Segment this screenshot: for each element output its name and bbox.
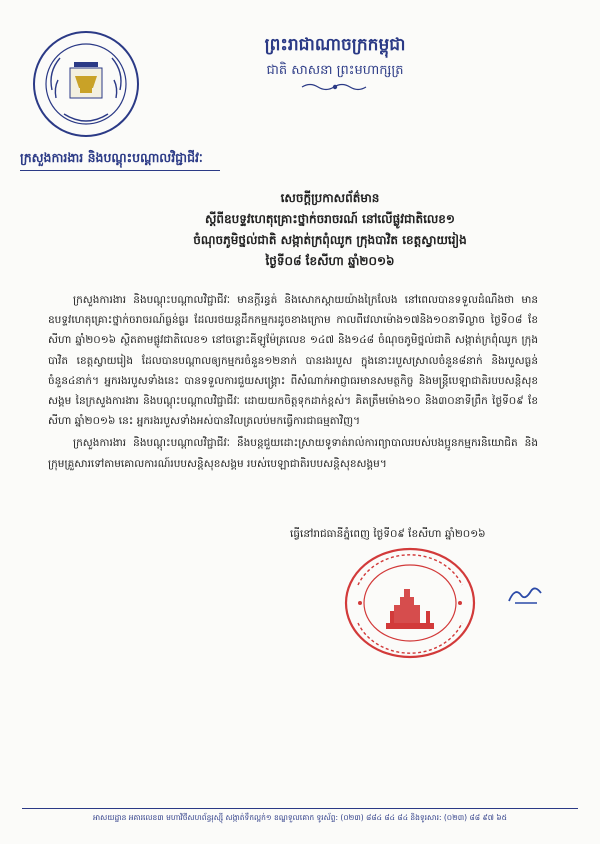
title-line-1: សេចក្តីប្រកាសព័ត៌មាន <box>280 191 380 205</box>
announcement-body <box>48 290 538 476</box>
official-seal <box>340 545 480 661</box>
body-paragraph-2: ក្រសួងការងារ និងបណ្តុះបណ្តាលវិជ្ជាជីវៈ នឹងបន្តជួយដោះស្រាយទូទាត់រាល់ការព្យាបាលរបស់បងប្អូនកម្មករនិយោជិត និងក្រុមគ្រួសារទៅតាមគោលការណ៍របបសន្តិសុខសង្គម របស់បេឡាជាតិរបបសន្តិសុខសង្គម។ <box>48 437 538 470</box>
ministry-name: ក្រសួងការងារ និងបណ្តុះបណ្តាលវិជ្ជាជីវៈ <box>20 150 203 165</box>
footer-address: អាសយដ្ឋាន អគារលេខ៣ មហាវិថីសហព័ន្ធរុស្ស៊ី សង្កាត់ទឹកល្អក់១ ខណ្ឌទួលគោក ទូរស័ព្ទ: (០២៣) ៨៨៤ ៨៤ ៨៤ និងទូរសារ: (០២៣) ៨៨ ៩៧ ៦៥ <box>93 813 507 822</box>
footer-divider <box>22 808 578 809</box>
kingdom-title: ព្រះរាជាណាចក្រកម្ពុជា <box>264 35 406 55</box>
title-line-4: ថ្ងៃទី០៨ ខែសីហា ឆ្នាំ២០១៦ <box>265 254 395 268</box>
body-paragraph-1: ក្រសួងការងារ និងបណ្តុះបណ្តាលវិជ្ជាជីវៈ មានក្តីរន្ធត់ និងសោកស្តាយយ៉ាងក្រៃលែង នៅពេលបានទទួលដំណឹងថា មានឧបទ្ទវហេតុគ្រោះថ្នាក់ចរាចរណ៍ធ្ងន់ធ្ងរ ដែលរថយន្តដឹកកម្មករដូចខាងក្រោម កាលពីវេលាម៉ោង១៧និង១០នាទីល្ងាច ថ្ងៃទី០៨ ខែសីហា ឆ្នាំ២០១៦ ស្ថិតតាមផ្លូវជាតិលេខ១ នៅចន្លោះគីឡូម៉ែត្រលេខ ១៤៧ និង១៤៨ ចំណុចភូមិថ្នល់ជាតិ សង្កាត់ក្រពុំឈូក ក្រុងបាវិត ខេត្តស្វាយរៀង ដែលបានបណ្តាលឲ្យកម្មករចំនួន១២នាក់ បានរងរបួស ក្នុងនោះរបួសស្រាលចំនួន៨នាក់ និងរបួសធ្ងន់ចំនួន៤នាក់។ អ្នករងរបួសទាំងនេះ បានទទួលការជួយសង្គ្រោះ ពីសំណាក់អាជ្ញាធរមានសមត្ថកិច្ច និងមន្ត្រីបេឡាជាតិរបបសន្តិសុខសង្គម នៃក្រសួងការងារ និងបណ្តុះបណ្តាលវិជ្ជាជីវៈ ដោយយកចិត្តទុកដាក់ខ្ពស់។ គិតត្រឹមម៉ោង១០ និង៣០នាទីព្រឹក ថ្ងៃទី០៩ ខែសីហា ឆ្នាំ២០១៦ នេះ អ្នករងរបួសទាំងអស់បានវិលត្រលប់មកធ្វើការជាធម្មតាវិញ។ <box>48 294 538 428</box>
signature <box>505 583 545 607</box>
title-line-2: ស្តីពីឧបទ្ទវហេតុគ្រោះថ្នាក់ចរាចរណ៍ នៅលើផ្លូវជាតិលេខ១ <box>204 212 456 226</box>
ornament-divider <box>300 82 370 92</box>
national-motto: ជាតិ សាសនា ព្រះមហាក្សត្រ <box>266 63 404 78</box>
dateline: ធ្វើនៅរាជធានីភ្នំពេញ ថ្ងៃទី០៩ ខែសីហា ឆ្នាំ២០១៦ <box>290 528 486 540</box>
kingdom-header <box>210 34 460 92</box>
ministry-underline <box>20 170 220 171</box>
ministry-logo <box>30 28 142 140</box>
announcement-titles <box>150 188 510 272</box>
title-line-3: ចំណុចភូមិថ្នល់ជាតិ សង្កាត់ក្រពុំឈូក ក្រុងបាវិត ខេត្តស្វាយរៀង <box>193 233 467 247</box>
